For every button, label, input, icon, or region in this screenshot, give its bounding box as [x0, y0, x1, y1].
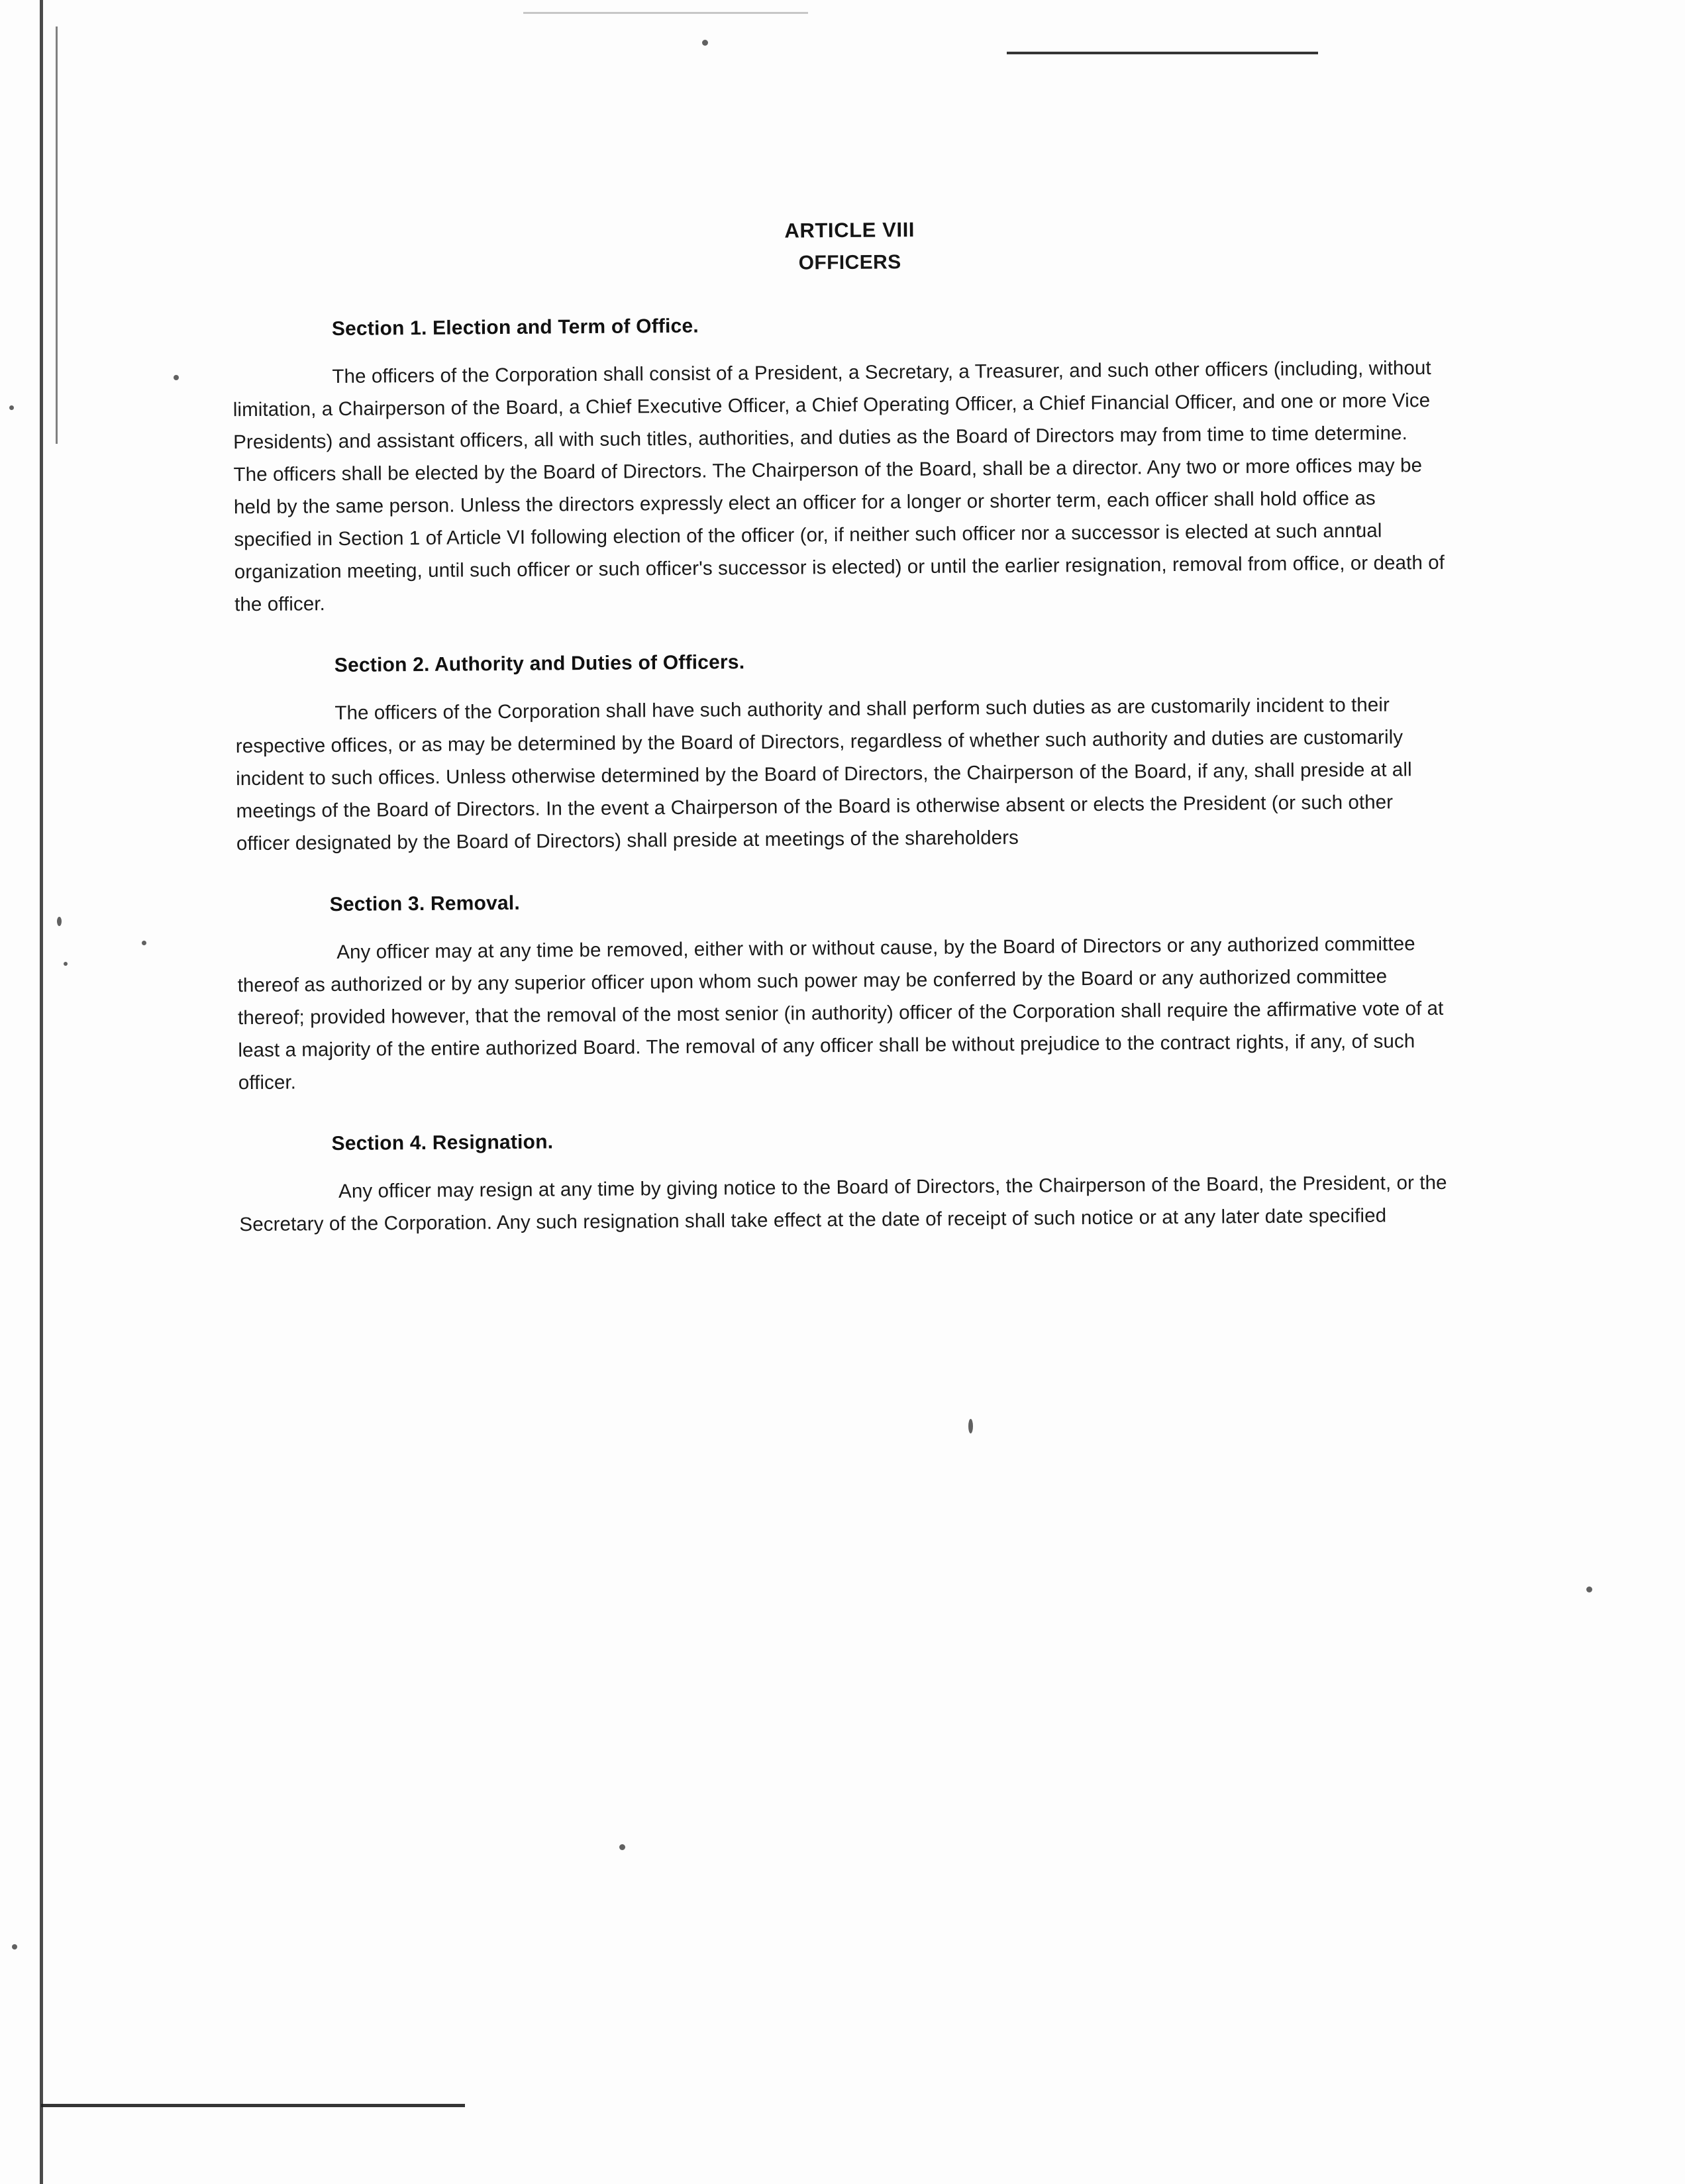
- section-paragraph-4: Any officer may resign at any time by giving notice to the Board of Directors, the Chairperson of the Board, the President, or the Secretary of the Corporation. Any such resignation shall take effect at the date of receipt of such notice or at any later date specified: [239, 1171, 1447, 1236]
- scan-top-faint-line-artifact: [523, 12, 808, 14]
- scan-speck: [64, 962, 68, 966]
- page-title: ARTICLE VIII: [784, 218, 915, 242]
- section-heading-4: Section 4. Resignation.: [331, 1131, 554, 1155]
- section-paragraph-3: Any officer may at any time be removed, either with or without cause, by the Board of Directors or any authorized committee thereof as authorized or by any superior officer upon whom such power may be conferred by the Board or any authorized committee thereof; provided however, that the removal of the most senior (in authority) officer of the Corporation shall require the affirmative vote of at least a majority of the entire authorized Board. The removal of any officer shall be without prejudice to the contract rights, if any, of such officer.: [237, 933, 1444, 1094]
- scan-speck: [174, 375, 179, 380]
- scan-speck: [968, 1419, 973, 1433]
- scan-speck: [9, 405, 14, 410]
- section-heading-1: Section 1. Election and Term of Office.: [331, 315, 699, 340]
- scan-speck: [1586, 1586, 1592, 1592]
- document-body: [232, 214, 1452, 1241]
- scan-edge-artifact: [40, 0, 43, 2184]
- scan-speck: [12, 1944, 17, 1950]
- section-heading-2: Section 2. Authority and Duties of Officers.: [334, 651, 745, 676]
- scan-speck: [57, 917, 62, 926]
- section-heading-3: Section 3. Removal.: [329, 892, 521, 916]
- section-paragraph-1: The officers of the Corporation shall consist of a President, a Secretary, a Treasurer, and such other officers (including, without limitation, a Chairperson of the Board, a Chief Executive Officer, a Chief Operating Officer, a Chief Financial Officer, and one or more Vice Presidents) and assistant officers, all with such titles, authorities, and duties as the Board of Directors may from time to time determine. The officers shall be elected by the Board of Directors. The Chairperson of the Board, shall be a director. Any two or more offices may be held by the same person. Unless the directors expressly elect an officer for a longer or shorter term, each officer shall hold office as specified in Section 1 of Article VI following election of the officer (or, if neither such officer nor a successor is elected at such annual organization meeting, until such officer or such officer's successor is elected) or until the earlier resignation, removal from office, or death of the officer.: [232, 356, 1445, 616]
- scan-bottom-line-artifact: [41, 2104, 465, 2107]
- section-paragraph-2: The officers of the Corporation shall have such authority and shall perform such duties as are customarily incident to their respective offices, or as may be determined by the Board of Directors, regardless of whether such authority and duties are customarily incident to such offices. Unless otherwise determined by the Board of Directors, the Chairperson of the Board, if any, shall preside at all meetings of the Board of Directors. In the event a Chairperson of the Board is otherwise absent or elects the President (or such other officer designated by the Board of Directors) shall preside at meetings of the shareholders: [235, 694, 1412, 855]
- page-subtitle: OFFICERS: [798, 251, 901, 274]
- scan-speck: [142, 941, 146, 945]
- scan-edge-artifact-secondary: [56, 26, 58, 444]
- scan-speck: [702, 40, 708, 46]
- scan-speck: [619, 1844, 625, 1850]
- scan-top-line-artifact: [1007, 52, 1318, 54]
